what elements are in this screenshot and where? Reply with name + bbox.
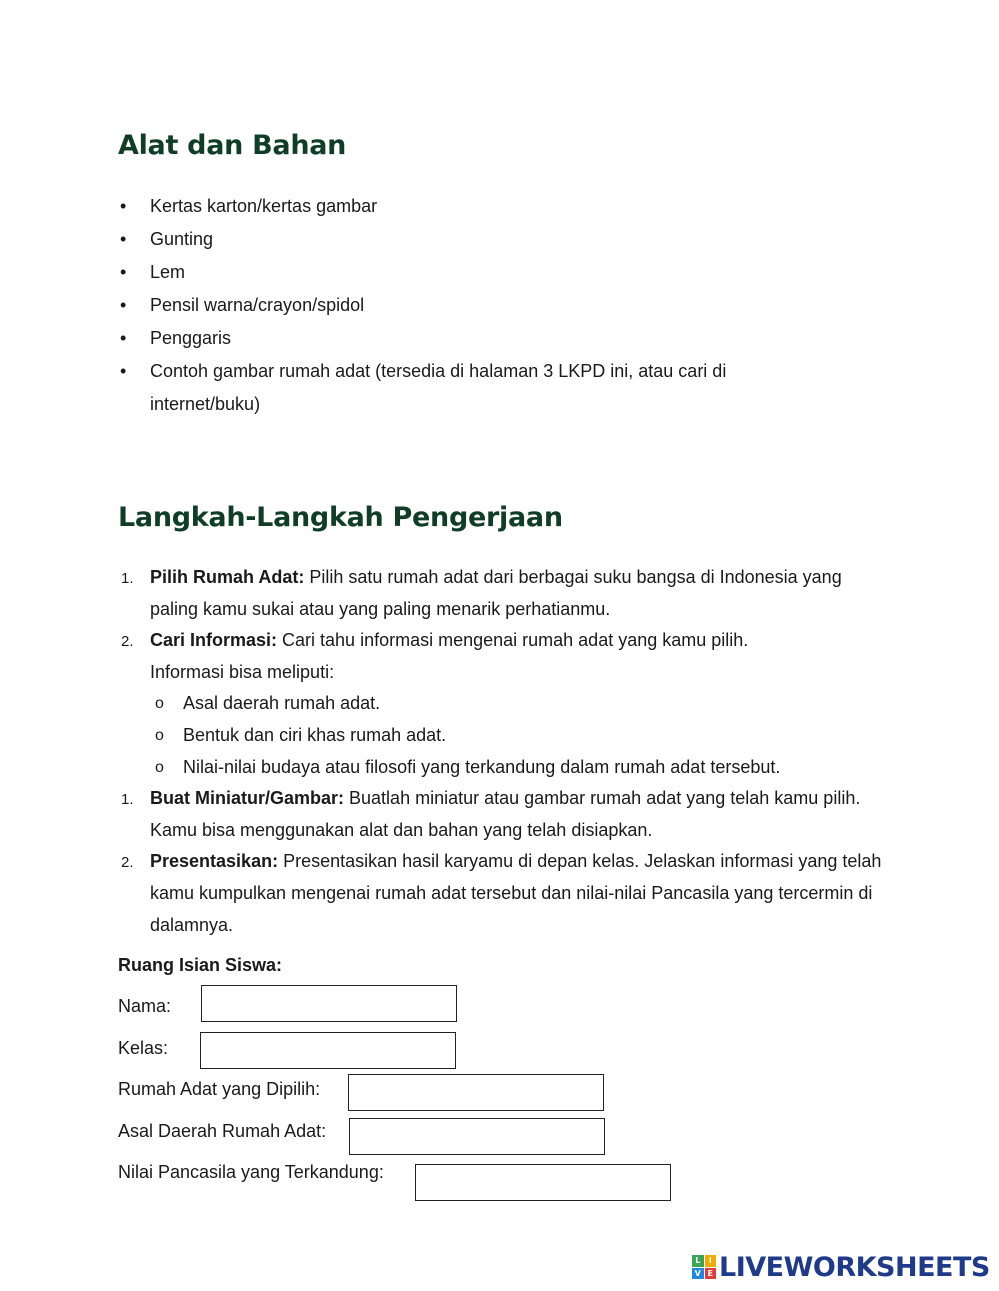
- step-text: Buatlah miniatur atau gambar rumah adat yang telah kamu pilih. Kamu bisa menggunakan alat dan bahan yang telah disiapkan.: [150, 788, 861, 840]
- kelas-input[interactable]: [200, 1032, 456, 1069]
- asal-daerah-input[interactable]: [349, 1118, 605, 1155]
- section-title-alat-dan-bahan: Alat dan Bahan: [118, 130, 347, 161]
- list-item: • Kertas karton/kertas gambar: [118, 190, 878, 223]
- form-title: Ruang Isian Siswa:: [118, 955, 283, 975]
- list-item: • Contoh gambar rumah adat (tersedia di halaman 3 LKPD ini, atau cari di internet/buku): [118, 355, 790, 421]
- step-number: 2.: [121, 633, 134, 651]
- liveworksheets-text: LIVEWORKSHEETS: [719, 1251, 990, 1283]
- step-item: [118, 783, 888, 846]
- step-number: 1.: [121, 791, 134, 809]
- step-text: Pilih satu rumah adat dari berbagai suku bangsa di Indonesia yang paling kamu sukai atau yang paling menarik perhatianmu.: [150, 567, 842, 619]
- step-item: [118, 625, 810, 688]
- list-item: • Gunting: [118, 223, 878, 256]
- rumah-adat-input[interactable]: [348, 1074, 604, 1111]
- logo-tile: E: [705, 1268, 717, 1280]
- step-heading: Pilih Rumah Adat:: [150, 567, 305, 587]
- nilai-pancasila-input[interactable]: [415, 1164, 671, 1201]
- step-item: [118, 562, 888, 625]
- liveworksheets-logo-icon: [692, 1255, 716, 1279]
- step-heading: Presentasikan:: [150, 851, 279, 872]
- step-heading: Buat Miniatur/Gambar:: [150, 788, 345, 809]
- step-number: 1.: [121, 570, 134, 587]
- asal-daerah-label: Asal Daerah Rumah Adat:: [118, 1121, 327, 1141]
- materials-list: [118, 190, 878, 421]
- list-item: • Penggaris: [118, 322, 878, 355]
- step-text: Cari tahu informasi mengenai rumah adat yang kamu pilih. Informasi bisa meliputi:: [150, 630, 749, 682]
- step-heading: Cari Informasi:: [150, 630, 278, 651]
- sub-list-item: [118, 752, 888, 784]
- step-text: Presentasikan hasil karyamu di depan kelas. Jelaskan informasi yang telah kamu kumpulkan mengenai rumah adat tersebut dan nilai-nilai Pancasila yang tercermin di dalamnya.: [150, 851, 882, 935]
- step-number: 2.: [121, 854, 134, 872]
- nilai-pancasila-label: Nilai Pancasila yang Terkandung:: [118, 1162, 384, 1182]
- step-item: [118, 846, 888, 941]
- nama-label: Nama:: [118, 996, 172, 1016]
- sub-bullet-marker: o: [155, 758, 164, 776]
- sub-bullet-marker: o: [155, 726, 164, 744]
- sub-list-item: [118, 688, 888, 720]
- sub-item-text: Asal daerah rumah adat.: [183, 693, 381, 714]
- nama-input[interactable]: [201, 985, 457, 1022]
- sub-item-text: Nilai-nilai budaya atau filosofi yang terkandung dalam rumah adat tersebut.: [183, 756, 781, 777]
- sub-list-item: [118, 720, 888, 752]
- steps-list: [118, 562, 888, 941]
- logo-tile: I: [705, 1255, 717, 1267]
- section-title-langkah-langkah: Langkah-Langkah Pengerjaan: [118, 502, 563, 533]
- sub-bullet-marker: o: [155, 695, 164, 713]
- kelas-label: Kelas:: [118, 1038, 169, 1058]
- rumah-adat-label: Rumah Adat yang Dipilih:: [118, 1079, 321, 1099]
- list-item: • Pensil warna/crayon/spidol: [118, 289, 878, 322]
- logo-tile: L: [692, 1255, 704, 1267]
- liveworksheets-logo: [692, 1250, 990, 1284]
- sub-item-text: Bentuk dan ciri khas rumah adat.: [183, 724, 447, 745]
- logo-tile: V: [692, 1268, 704, 1280]
- list-item: • Lem: [118, 256, 878, 289]
